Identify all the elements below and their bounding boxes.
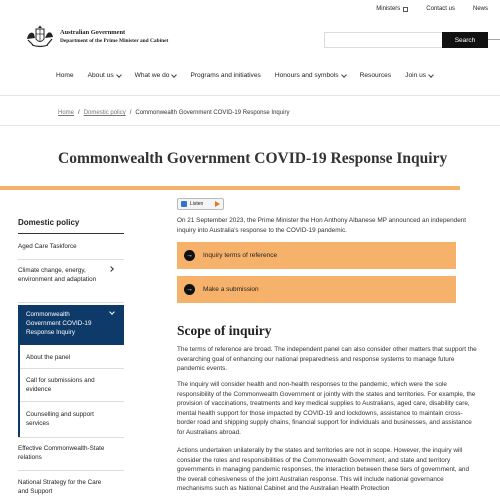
- sidebar-item-aged-care[interactable]: Aged Care Taskforce: [18, 243, 77, 250]
- nav-label: Join us: [405, 72, 427, 79]
- site-logo[interactable]: [24, 25, 168, 49]
- ministers-label: Ministers: [376, 6, 401, 12]
- nav-item-resources[interactable]: [360, 72, 392, 79]
- nav-label: About us: [87, 72, 114, 79]
- coat-of-arms-icon: [24, 25, 56, 49]
- sidebar-item-label: Commonwealth Government COVID-19 Response Inquiry: [26, 311, 92, 337]
- chevron-right-icon[interactable]: [108, 266, 114, 272]
- scope-paragraph-1: The terms of reference are broad. The independent panel can also consider other matters that support the overarching goal of enhancing our national preparedness and response systems to manage future pandemic events.: [177, 346, 477, 373]
- utility-nav: [376, 6, 488, 12]
- sidebar-divider: [20, 368, 125, 369]
- speaker-icon: [181, 201, 187, 207]
- cta-label: Make a submission: [203, 286, 259, 293]
- nav-label: Resources: [359, 72, 392, 79]
- nav-item-join-us[interactable]: [405, 72, 433, 79]
- nav-label: Home: [56, 72, 74, 79]
- logo-line-1: Australian Government: [60, 29, 126, 37]
- breadcrumb: [58, 110, 289, 116]
- breadcrumb-separator: /: [78, 110, 80, 116]
- sidebar-heading[interactable]: Domestic policy: [18, 218, 80, 227]
- nav-item-about-us[interactable]: [88, 72, 121, 79]
- sidebar-divider: [18, 437, 124, 438]
- listen-button[interactable]: [177, 198, 224, 210]
- make-submission-link[interactable]: [177, 276, 456, 303]
- breadcrumb-separator: /: [129, 110, 132, 116]
- chevron-down-icon: [341, 72, 347, 78]
- nav-item-honours[interactable]: [275, 72, 346, 79]
- nav-divider: [0, 95, 500, 96]
- arrow-right-icon: →: [186, 286, 193, 293]
- nav-item-programs[interactable]: [190, 72, 260, 79]
- scope-paragraph-3: Actions undertaken unilaterally by the states and territories are not in scope. However, the inquiry will consider the roles and responsibilities of the Commonwealth Government, and state and territory governments in managing pandemic responses, the interaction between these tiers of government, and the overall cohesiveness of the joint Australian response. This will include national governance mechanisms such as National Cabinet and the Australian Health Protection: [177, 447, 470, 493]
- subnav-indicator: [18, 345, 20, 437]
- terms-of-reference-link[interactable]: [177, 242, 456, 269]
- breadcrumb-domestic-policy[interactable]: Domestic policy: [83, 110, 126, 116]
- nav-label: Honours and symbols: [274, 72, 339, 79]
- scope-heading: Scope of inquiry: [177, 323, 272, 338]
- breadcrumb-divider: [0, 125, 500, 126]
- breadcrumb-home[interactable]: Home: [58, 110, 75, 116]
- sidebar-divider: [18, 470, 124, 471]
- cta-label: Inquiry terms of reference: [203, 252, 278, 259]
- chevron-down-icon: [172, 72, 178, 78]
- sidebar-heading-rule: [18, 233, 124, 234]
- sidebar-item-effective-relations[interactable]: Effective Commonwealth-State relations: [18, 445, 105, 462]
- main-nav: [56, 72, 433, 79]
- intro-paragraph: On 21 September 2023, the Prime Minister the Hon Anthony Albanese MP announced an independent inquiry into Australia's response to the COVID-19 pandemic.: [177, 217, 467, 234]
- contact-link[interactable]: Contact us: [426, 6, 455, 12]
- sidebar-divider: [18, 259, 124, 260]
- news-link[interactable]: News: [472, 6, 488, 12]
- nav-label: What we do: [134, 72, 170, 79]
- play-icon: [215, 201, 220, 207]
- sidebar-item-national-strategy[interactable]: National Strategy for the Care and Support: [18, 479, 102, 496]
- sidebar-divider: [20, 401, 125, 402]
- nav-item-home[interactable]: [56, 72, 74, 79]
- chevron-down-icon: [116, 72, 122, 78]
- external-link-icon: [403, 7, 408, 12]
- ministers-link[interactable]: [376, 6, 408, 12]
- sidebar-divider: [18, 302, 124, 303]
- sidebar-subitem-call-for-submissions[interactable]: Call for submissions and evidence: [26, 377, 95, 394]
- chevron-down-icon: [428, 72, 434, 78]
- arrow-right-icon: →: [186, 252, 193, 259]
- scope-paragraph-2: The inquiry will consider health and non-health responses to the pandemic, which were the sole responsibility of the Commonwealth Government or jointly with the states and territories. For example, the provision of vaccinations, treatments and key medical supplies to Australians, aged care, disability care, mental health support for those impacted by COVID-19 and lockdowns, assistance to maintain cross-border road and shipping supply chains, financial support for individuals and businesses, and assistance for Australians abroad.: [177, 381, 476, 437]
- page-title: Commonwealth Government COVID-19 Response Inquiry: [58, 150, 448, 167]
- title-accent-rule: [0, 186, 460, 190]
- sidebar-subitem-about-panel[interactable]: About the panel: [26, 354, 71, 361]
- sidebar-item-covid-inquiry[interactable]: [18, 305, 124, 345]
- breadcrumb-current: Commonwealth Government COVID-19 Response Inquiry: [135, 110, 290, 116]
- search-edge-line: [488, 39, 500, 40]
- sidebar-item-climate[interactable]: Climate change, energy, environment and adaptation: [18, 267, 97, 284]
- search-input[interactable]: [324, 32, 442, 48]
- logo-text: [60, 29, 168, 45]
- listen-label: Listen: [190, 201, 204, 207]
- sidebar-subitem-counselling[interactable]: Counselling and support services: [26, 411, 94, 428]
- logo-line-2: Department of the Prime Minister and Cabinet: [60, 37, 169, 44]
- nav-item-what-we-do[interactable]: [135, 72, 177, 79]
- search-button[interactable]: Search: [442, 32, 488, 48]
- nav-label: Programs and initiatives: [190, 72, 261, 79]
